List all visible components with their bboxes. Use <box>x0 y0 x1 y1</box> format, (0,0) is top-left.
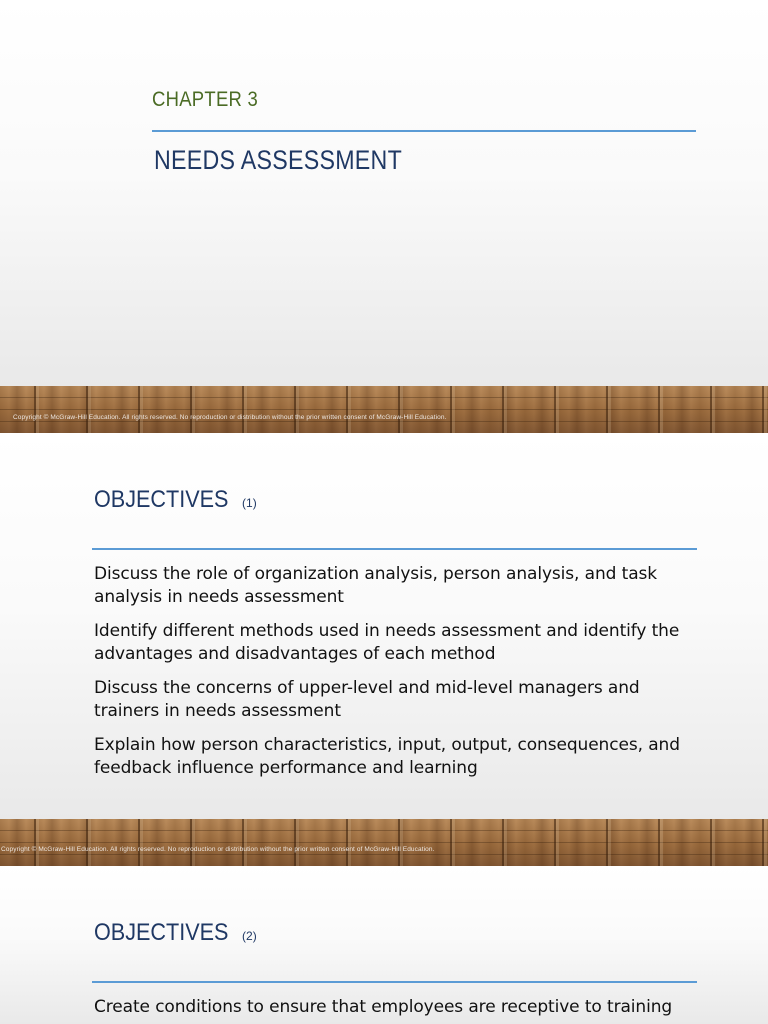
objectives-list <box>94 563 684 791</box>
objectives-list <box>94 996 684 1024</box>
objective-item: Discuss the role of organization analysis, person analysis, and task analysis in needs assessment <box>94 564 658 607</box>
slide-footer-floor <box>0 819 768 866</box>
slide-2 <box>0 433 768 819</box>
objective-item: Create conditions to ensure that employees are receptive to training <box>94 997 673 1017</box>
copyright-notice: Copyright © McGraw-Hill Education. All rights reserved. No reproduction or distribution without the prior written consent of McGraw-Hill Education. <box>1 846 435 853</box>
objective-item: Discuss the concerns of upper-level and mid-level managers and trainers in needs assessment <box>94 678 640 721</box>
chapter-title: NEEDS ASSESSMENT <box>154 145 403 175</box>
objective-item: Identify different methods used in needs assessment and identify the advantages and disadvantages of each method <box>94 621 680 664</box>
title-rule <box>92 548 697 550</box>
slide-title-part: (1) <box>242 496 257 510</box>
title-rule <box>92 981 697 983</box>
slide-title <box>94 486 257 514</box>
chapter-label: CHAPTER 3 <box>152 88 259 111</box>
copyright-notice: Copyright © McGraw-Hill Education. All rights reserved. No reproduction or distribution without the prior written consent of McGraw-Hill Education. <box>13 414 447 421</box>
slide-title-text: OBJECTIVES <box>94 486 229 513</box>
slide-title-text: OBJECTIVES <box>94 919 229 946</box>
slide-footer-floor <box>0 386 768 433</box>
slide-title <box>94 919 257 947</box>
slide-3 <box>0 866 768 1024</box>
slide-1 <box>0 0 768 386</box>
slide-title-part: (2) <box>242 929 257 943</box>
title-rule <box>152 130 696 132</box>
objective-item: Explain how person characteristics, input, output, consequences, and feedback influence performance and learning <box>94 735 680 778</box>
